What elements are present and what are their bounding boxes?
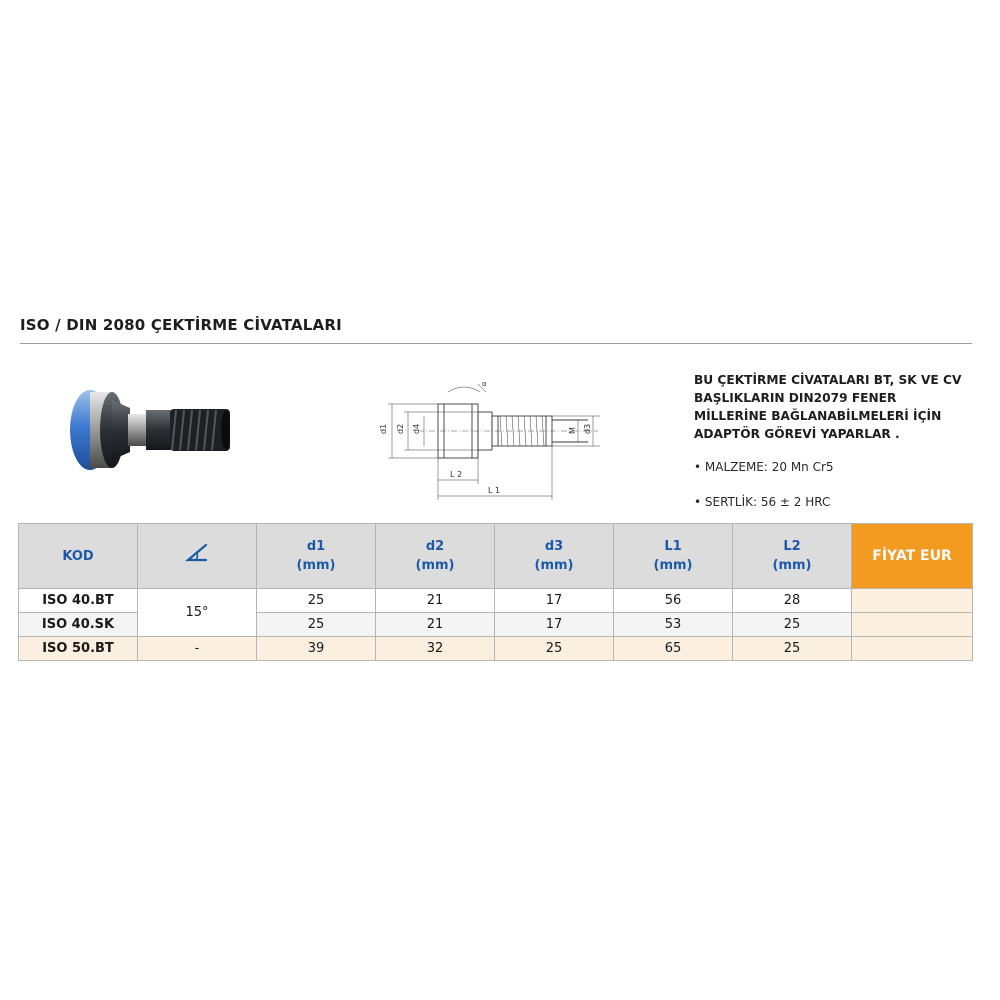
header-d2-unit: (mm) — [415, 558, 455, 573]
description-line: MİLLERİNE BAĞLANABİLMELERİ İÇİN — [694, 409, 942, 423]
label-M: M — [568, 427, 577, 434]
label-L1: L 1 — [488, 486, 501, 495]
header-d1-unit: (mm) — [296, 558, 336, 573]
header-L2 — [733, 524, 852, 589]
table-header-row — [19, 524, 973, 589]
alpha-angle-icon — [184, 542, 210, 564]
cell-L2: 25 — [733, 613, 852, 637]
header-d3-unit: (mm) — [534, 558, 574, 573]
pull-stud-photo — [60, 380, 230, 480]
cell-L2: 28 — [733, 589, 852, 613]
cell-alpha: - — [138, 637, 257, 661]
cell-d1: 25 — [257, 613, 376, 637]
header-L2-unit: (mm) — [772, 558, 812, 573]
header-d2 — [376, 524, 495, 589]
header-price: FİYAT EUR — [852, 524, 973, 589]
cell-kod: ISO 40.BT — [19, 589, 138, 613]
description-line: BU ÇEKTİRME CİVATALARI BT, SK VE CV — [694, 373, 962, 387]
label-L2: L 2 — [450, 470, 463, 479]
spec-table — [18, 523, 973, 661]
header-d3-label: d3 — [544, 539, 564, 554]
cell-d3: 17 — [495, 589, 614, 613]
table-row — [19, 637, 973, 661]
label-d3: d3 — [583, 423, 592, 434]
description-line: BAŞLIKLARIN DIN2079 FENER — [694, 391, 897, 405]
label-alpha: α — [482, 380, 487, 388]
cell-price — [852, 613, 973, 637]
header-kod: KOD — [19, 524, 138, 589]
cell-d2: 32 — [376, 637, 495, 661]
cell-price — [852, 589, 973, 613]
cell-d1: 25 — [257, 589, 376, 613]
cell-d1: 39 — [257, 637, 376, 661]
label-d1: d1 — [379, 423, 388, 434]
material-bullet: • MALZEME: 20 Mn Cr5 — [694, 460, 834, 474]
header-L1-unit: (mm) — [653, 558, 693, 573]
cell-L1: 65 — [614, 637, 733, 661]
header-d1 — [257, 524, 376, 589]
header-d2-label: d2 — [425, 539, 445, 554]
cell-L2: 25 — [733, 637, 852, 661]
cell-kod: ISO 40.SK — [19, 613, 138, 637]
cell-alpha-merged: 15° — [138, 589, 257, 637]
hardness-bullet: • SERTLİK: 56 ± 2 HRC — [694, 495, 831, 509]
cell-kod: ISO 50.BT — [19, 637, 138, 661]
page-title: ISO / DIN 2080 ÇEKTİRME CİVATALARI — [20, 316, 342, 334]
description — [694, 371, 984, 443]
header-L1 — [614, 524, 733, 589]
title-divider — [20, 343, 972, 344]
cell-d2: 21 — [376, 613, 495, 637]
cell-d3: 25 — [495, 637, 614, 661]
cell-d2: 21 — [376, 589, 495, 613]
table-row — [19, 589, 973, 613]
cell-price — [852, 637, 973, 661]
header-L2-label: L2 — [783, 539, 801, 554]
technical-drawing — [378, 372, 608, 507]
label-d2: d2 — [396, 423, 405, 434]
cell-d3: 17 — [495, 613, 614, 637]
cell-L1: 53 — [614, 613, 733, 637]
description-line: ADAPTÖR GÖREVİ YAPARLAR . — [694, 427, 900, 441]
header-alpha — [138, 524, 257, 589]
header-L1-label: L1 — [664, 539, 682, 554]
header-d3 — [495, 524, 614, 589]
label-d4: d4 — [412, 423, 421, 434]
header-d1-label: d1 — [306, 539, 326, 554]
cell-L1: 56 — [614, 589, 733, 613]
